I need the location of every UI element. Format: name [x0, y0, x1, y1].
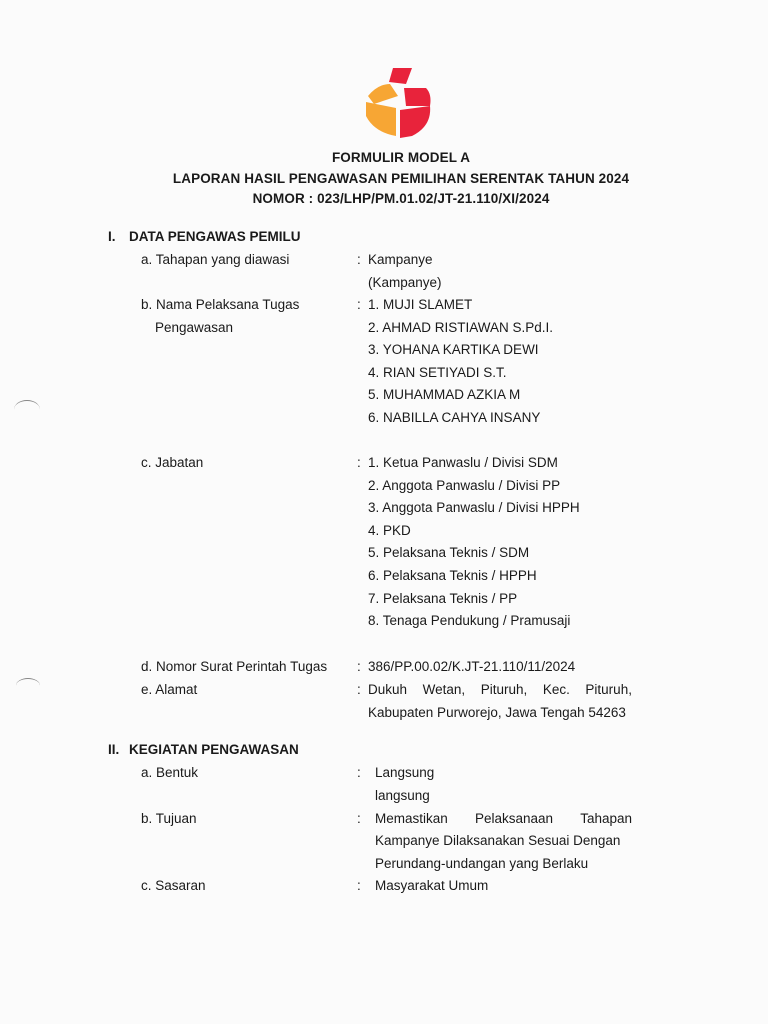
tahapan-label: a. Tahapan yang diawasi [141, 252, 290, 267]
report-number: NOMOR : 023/LHP/PM.01.02/JT-21.110/XI/2024 [252, 191, 550, 206]
pelaksana-label: Pengawasan [155, 320, 234, 335]
colon: : [357, 811, 361, 826]
bentuk-value: langsung [375, 788, 430, 803]
section-title: DATA PENGAWAS PEMILU [129, 229, 301, 244]
colon: : [357, 659, 361, 674]
pelaksana-item: 3. YOHANA KARTIKA DEWI [368, 342, 539, 357]
tujuan-line-1 [375, 811, 632, 826]
jabatan-item: 1. Ketua Panwaslu / Divisi SDM [368, 455, 558, 470]
tujuan-line-3: Perundang-undangan yang Berlaku [375, 856, 589, 871]
colon: : [357, 682, 361, 697]
colon: : [357, 455, 361, 470]
tahapan-value: (Kampanye) [368, 275, 442, 290]
surat-tugas-value: 386/PP.00.02/K.JT-21.110/11/2024 [368, 659, 576, 674]
bentuk-label: a. Bentuk [141, 765, 199, 780]
colon: : [357, 297, 361, 312]
colon: : [357, 878, 361, 893]
pelaksana-label: b. Nama Pelaksana Tugas [141, 297, 300, 312]
alamat-word: Kec. [542, 682, 570, 697]
section-number: II. [108, 742, 120, 757]
alamat-line-1 [368, 682, 632, 697]
colon: : [357, 765, 361, 780]
alamat-label: e. Alamat [141, 682, 198, 697]
jabatan-item: 5. Pelaksana Teknis / SDM [368, 545, 530, 560]
tahapan-value: Kampanye [368, 252, 433, 267]
tujuan-word: Tahapan [580, 811, 632, 826]
alamat-word: Dukuh [368, 682, 408, 697]
sasaran-label: c. Sasaran [141, 878, 206, 893]
alamat-line-2: Kabupaten Purworejo, Jawa Tengah 54263 [368, 705, 626, 720]
sasaran-value: Masyarakat Umum [375, 878, 489, 893]
tujuan-word: Pelaksanaan [474, 811, 554, 826]
punch-hole-mark [14, 400, 40, 419]
tujuan-word: Memastikan [375, 811, 448, 826]
form-title: FORMULIR MODEL A [331, 150, 471, 165]
section-number: I. [108, 229, 116, 244]
pelaksana-item: 2. AHMAD RISTIAWAN S.Pd.I. [368, 320, 554, 335]
jabatan-item: 7. Pelaksana Teknis / PP [368, 591, 518, 606]
punch-hole-mark [16, 678, 40, 693]
tujuan-label: b. Tujuan [141, 811, 197, 826]
surat-tugas-label: d. Nomor Surat Perintah Tugas [141, 659, 328, 674]
bawaslu-logo [360, 66, 438, 140]
jabatan-item: 3. Anggota Panwaslu / Divisi HPPH [368, 500, 580, 515]
pelaksana-item: 1. MUJI SLAMET [368, 297, 473, 312]
jabatan-item: 6. Pelaksana Teknis / HPPH [368, 568, 537, 583]
jabatan-label: c. Jabatan [141, 455, 204, 470]
section-title: KEGIATAN PENGAWASAN [129, 742, 299, 757]
alamat-word: Pituruh, [480, 682, 528, 697]
bentuk-value: Langsung [375, 765, 435, 780]
alamat-word: Pituruh, [585, 682, 632, 697]
pelaksana-item: 6. NABILLA CAHYA INSANY [368, 410, 541, 425]
jabatan-item: 4. PKD [368, 523, 411, 538]
report-title: LAPORAN HASIL PENGAWASAN PEMILIHAN SERENTAK TAHUN 2024 [172, 171, 630, 186]
tujuan-line-2: Kampanye Dilaksanakan Sesuai Dengan [375, 833, 621, 848]
pelaksana-item: 5. MUHAMMAD AZKIA M [368, 387, 521, 402]
jabatan-item: 8. Tenaga Pendukung / Pramusaji [368, 613, 571, 628]
pelaksana-item: 4. RIAN SETIYADI S.T. [368, 365, 507, 380]
jabatan-item: 2. Anggota Panwaslu / Divisi PP [368, 478, 561, 493]
colon: : [357, 252, 361, 267]
alamat-word: Wetan, [422, 682, 466, 697]
